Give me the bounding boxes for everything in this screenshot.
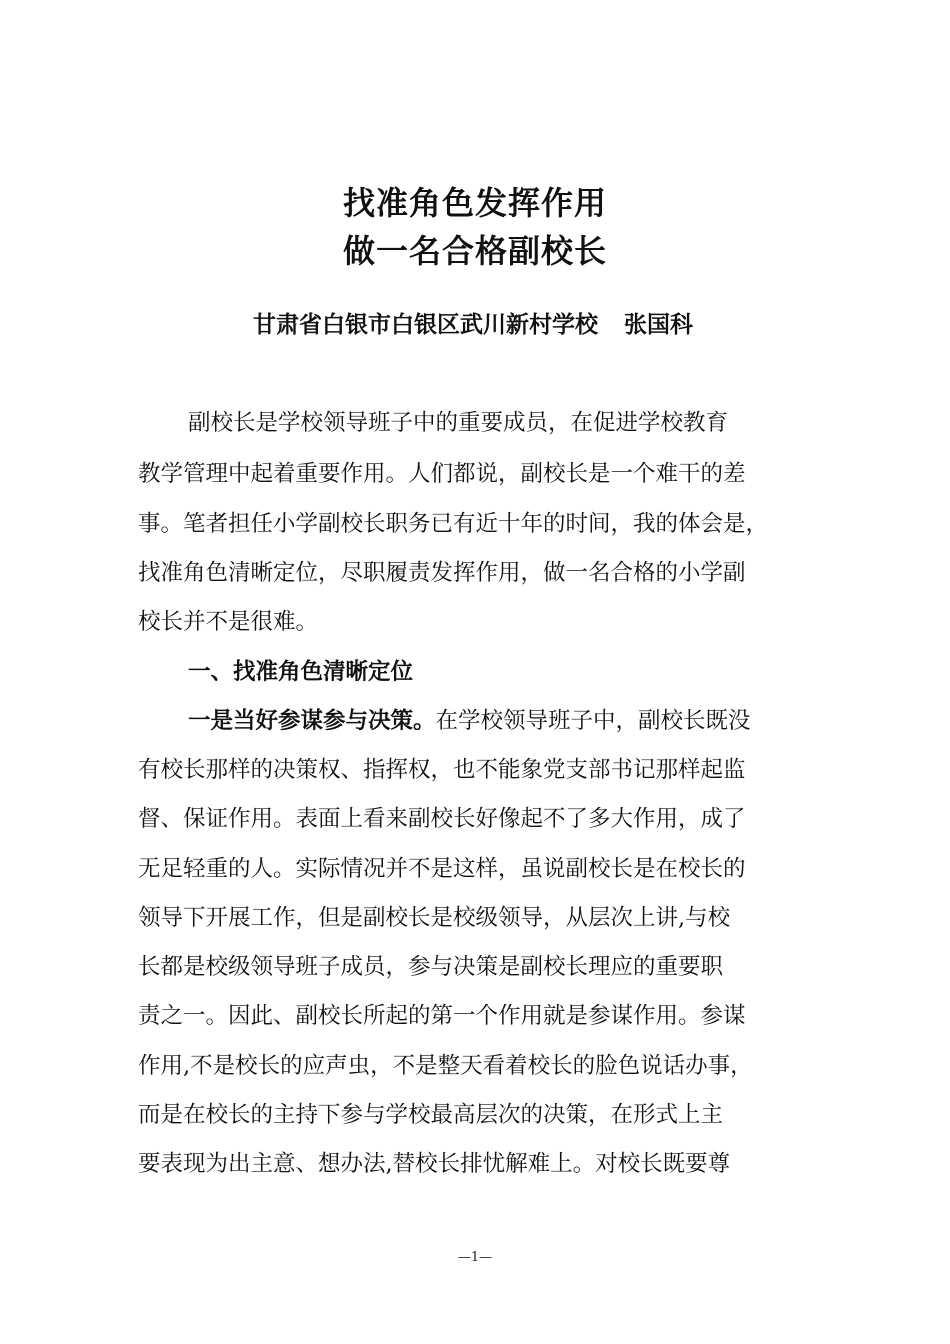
author-affiliation: 甘肃省白银市白银区武川新村学校 — [253, 312, 598, 338]
page-number: —1— — [457, 1250, 493, 1265]
title-line-1: 找准角色发挥作用 — [342, 184, 607, 222]
paragraph-line — [188, 705, 751, 737]
paragraph-line: 有校长那样的决策权、指挥权，也不能象党支部书记那样起监 — [138, 757, 746, 783]
paragraph-line: 督、保证作用。表面上看来副校长好像起不了多大作用，成了 — [138, 806, 746, 832]
intro-line: 副校长是学校领导班子中的重要成员，在促进学校教育 — [188, 410, 729, 436]
paragraph-text: 在学校领导班子中，副校长既没 — [435, 708, 751, 734]
author-name: 张国科 — [624, 312, 693, 338]
paragraph-lead: 一是当好参谋参与决策。 — [188, 708, 436, 734]
section-heading: 一、找准角色清晰定位 — [188, 659, 414, 685]
paragraph-line: 作用,不是校长的应声虫，不是整天看着校长的脸色说话办事， — [138, 1053, 753, 1079]
intro-line: 校长并不是很难。 — [138, 609, 319, 635]
intro-line: 事。笔者担任小学副校长职务已有近十年的时间，我的体会是， — [138, 511, 769, 537]
title-line-2: 做一名合格副校长 — [342, 232, 607, 270]
intro-line: 教学管理中起着重要作用。人们都说，副校长是一个难干的差 — [138, 461, 746, 487]
paragraph-line: 责之一。因此、副校长所起的第一个作用就是参谋作用。参谋 — [138, 1003, 746, 1029]
intro-line: 找准角色清晰定位，尽职履责发挥作用，做一名合格的小学副 — [138, 560, 746, 586]
author-line — [253, 308, 693, 342]
paragraph-line: 要表现为出主意、想办法,替校长排忧解难上。对校长既要尊 — [138, 1151, 731, 1177]
paragraph-line: 而是在校长的主持下参与学校最高层次的决策，在形式上主 — [138, 1102, 724, 1128]
paragraph-line: 领导下开展工作，但是副校长是校级领导，从层次上讲,与校 — [138, 905, 731, 931]
paragraph-line: 无足轻重的人。实际情况并不是这样，虽说副校长是在校长的 — [138, 856, 746, 882]
paragraph-line: 长都是校级领导班子成员，参与决策是副校长理应的重要职 — [138, 954, 724, 980]
